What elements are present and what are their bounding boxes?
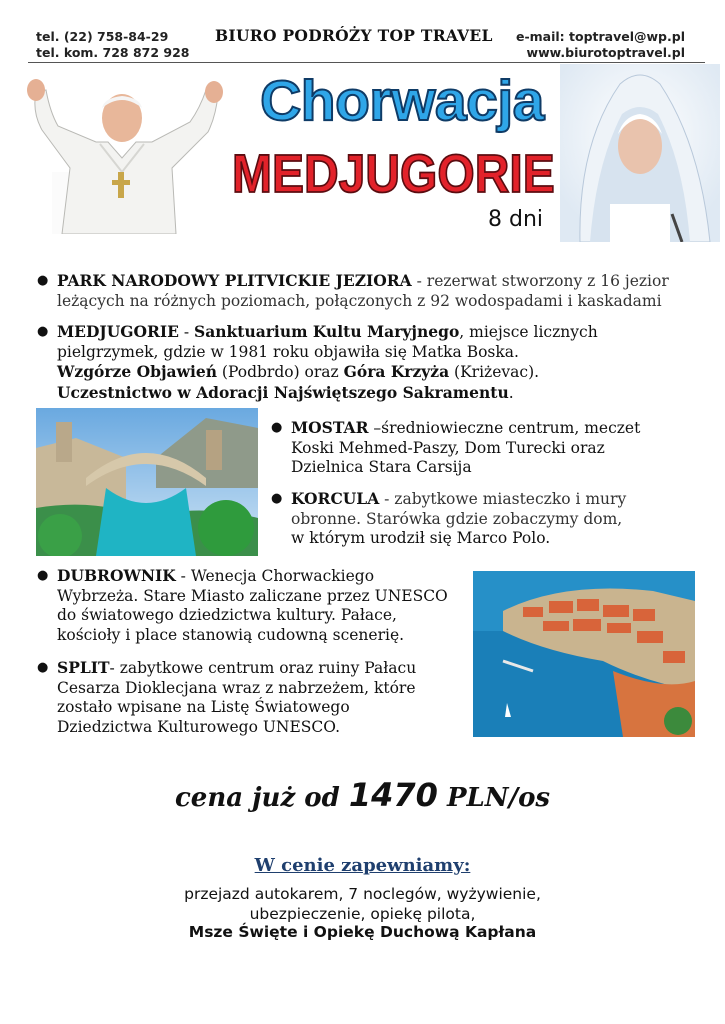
mountain-note: (Kriżevac). [449,363,540,381]
item-title: PARK NARODOWY PLITVICKIE JEZIORA [57,271,412,290]
hill-name: Wzgórze Objawień [57,362,217,381]
item-title: MEDJUGORIE [57,322,179,341]
hill-note: (Podbrdo) oraz [216,363,344,381]
item-title: KORCULA [291,489,380,508]
bullet-icon: ● [37,273,49,288]
bullet-icon: ● [37,324,49,339]
bullet-icon: ● [37,568,49,583]
item-title: SPLIT [57,658,110,677]
mountain-name: Góra Krzyża [343,362,450,381]
item-description: - rezerwat stworzony z 16 jezior leżących na różnych poziomach, połączonych z 92 wodospadami i kaskadami [57,272,669,310]
bullet-icon: ● [37,660,49,675]
adoration-end: . [508,383,514,402]
item-title: DUBROWNIK [57,566,176,585]
item-title: MOSTAR [291,418,369,437]
included-line-1: przejazd autokarem, 7 noclegów, wyżywienie, [184,885,541,903]
dubrovnik-photo [473,571,695,737]
item-description: , miejsce licznych pielgrzymek, gdzie w 1981 roku objawiła się Matka Boska. [57,323,598,361]
item-description: - zabytkowe miasteczko i mury obronne. Starówka gdzie zobaczymy dom, [291,490,627,528]
trip-duration: 8 dni [488,207,544,232]
destination-title: MEDJUGORIE [232,145,555,205]
item-separator: - [178,323,195,341]
included-heading: W cenie zapewniamy: [254,855,471,876]
item-description: - Wenecja Chorwackiego Wybrzeża. Stare Miasto zaliczane przez UNESCO do światowego dziedzictwa kultury. Pałace, kościoły i place stanowią cudowną scenerię. [57,567,448,644]
adoration-text: Uczestnictwo w Adoracji Najświętszego Sakramentu [57,382,509,402]
list-item-mostar [271,418,671,478]
list-item-medjugorie [37,322,657,403]
list-item-split [37,658,417,737]
price-line [0,776,725,814]
included-line-2: ubezpieczenie, opiekę pilota, [249,905,476,923]
item-description-cont: w którym urodził się Marco Polo. [291,529,551,547]
price-amount: 1470 [348,776,438,814]
country-title: Chorwacja [260,69,544,133]
bullet-icon: ● [271,491,283,506]
virgin-mary-image [560,64,720,242]
mobile-number: tel. kom. 728 872 928 [36,45,190,60]
website-link[interactable]: www.biurotoptravel.pl [526,45,685,60]
list-item-plitvice [37,271,697,311]
item-description: - zabytkowe centrum oraz ruiny Pałacu Cesarza Dioklecjana wraz z nabrzeżem, które zostało wpisane na Listę Światowego Dziedzictwa Kulturowego UNESCO. [57,659,417,736]
item-description: –średniowieczne centrum, meczet Koski Mehmed-Paszy, Dom Turecki oraz Dzielnica Stara Carsija [291,419,641,476]
list-item-dubrovnik [37,566,457,645]
phone-number: tel. (22) 758-84-29 [36,29,169,44]
price-prefix: cena już od [174,783,340,813]
agency-name: BIURO PODRÓŻY TOP TRAVEL [215,26,493,45]
pope-photo [12,72,242,234]
included-line-3: Msze Święte i Opiekę Duchową Kapłana [188,923,537,941]
price-suffix: PLN/os [446,783,551,813]
mostar-bridge-photo [36,408,258,556]
email-address[interactable]: e-mail: toptravel@wp.pl [515,29,685,44]
bullet-icon: ● [271,420,283,435]
item-subtitle: Sanktuarium Kultu Maryjnego [194,322,460,341]
header-divider [28,62,705,63]
list-item-korcula [271,489,651,549]
